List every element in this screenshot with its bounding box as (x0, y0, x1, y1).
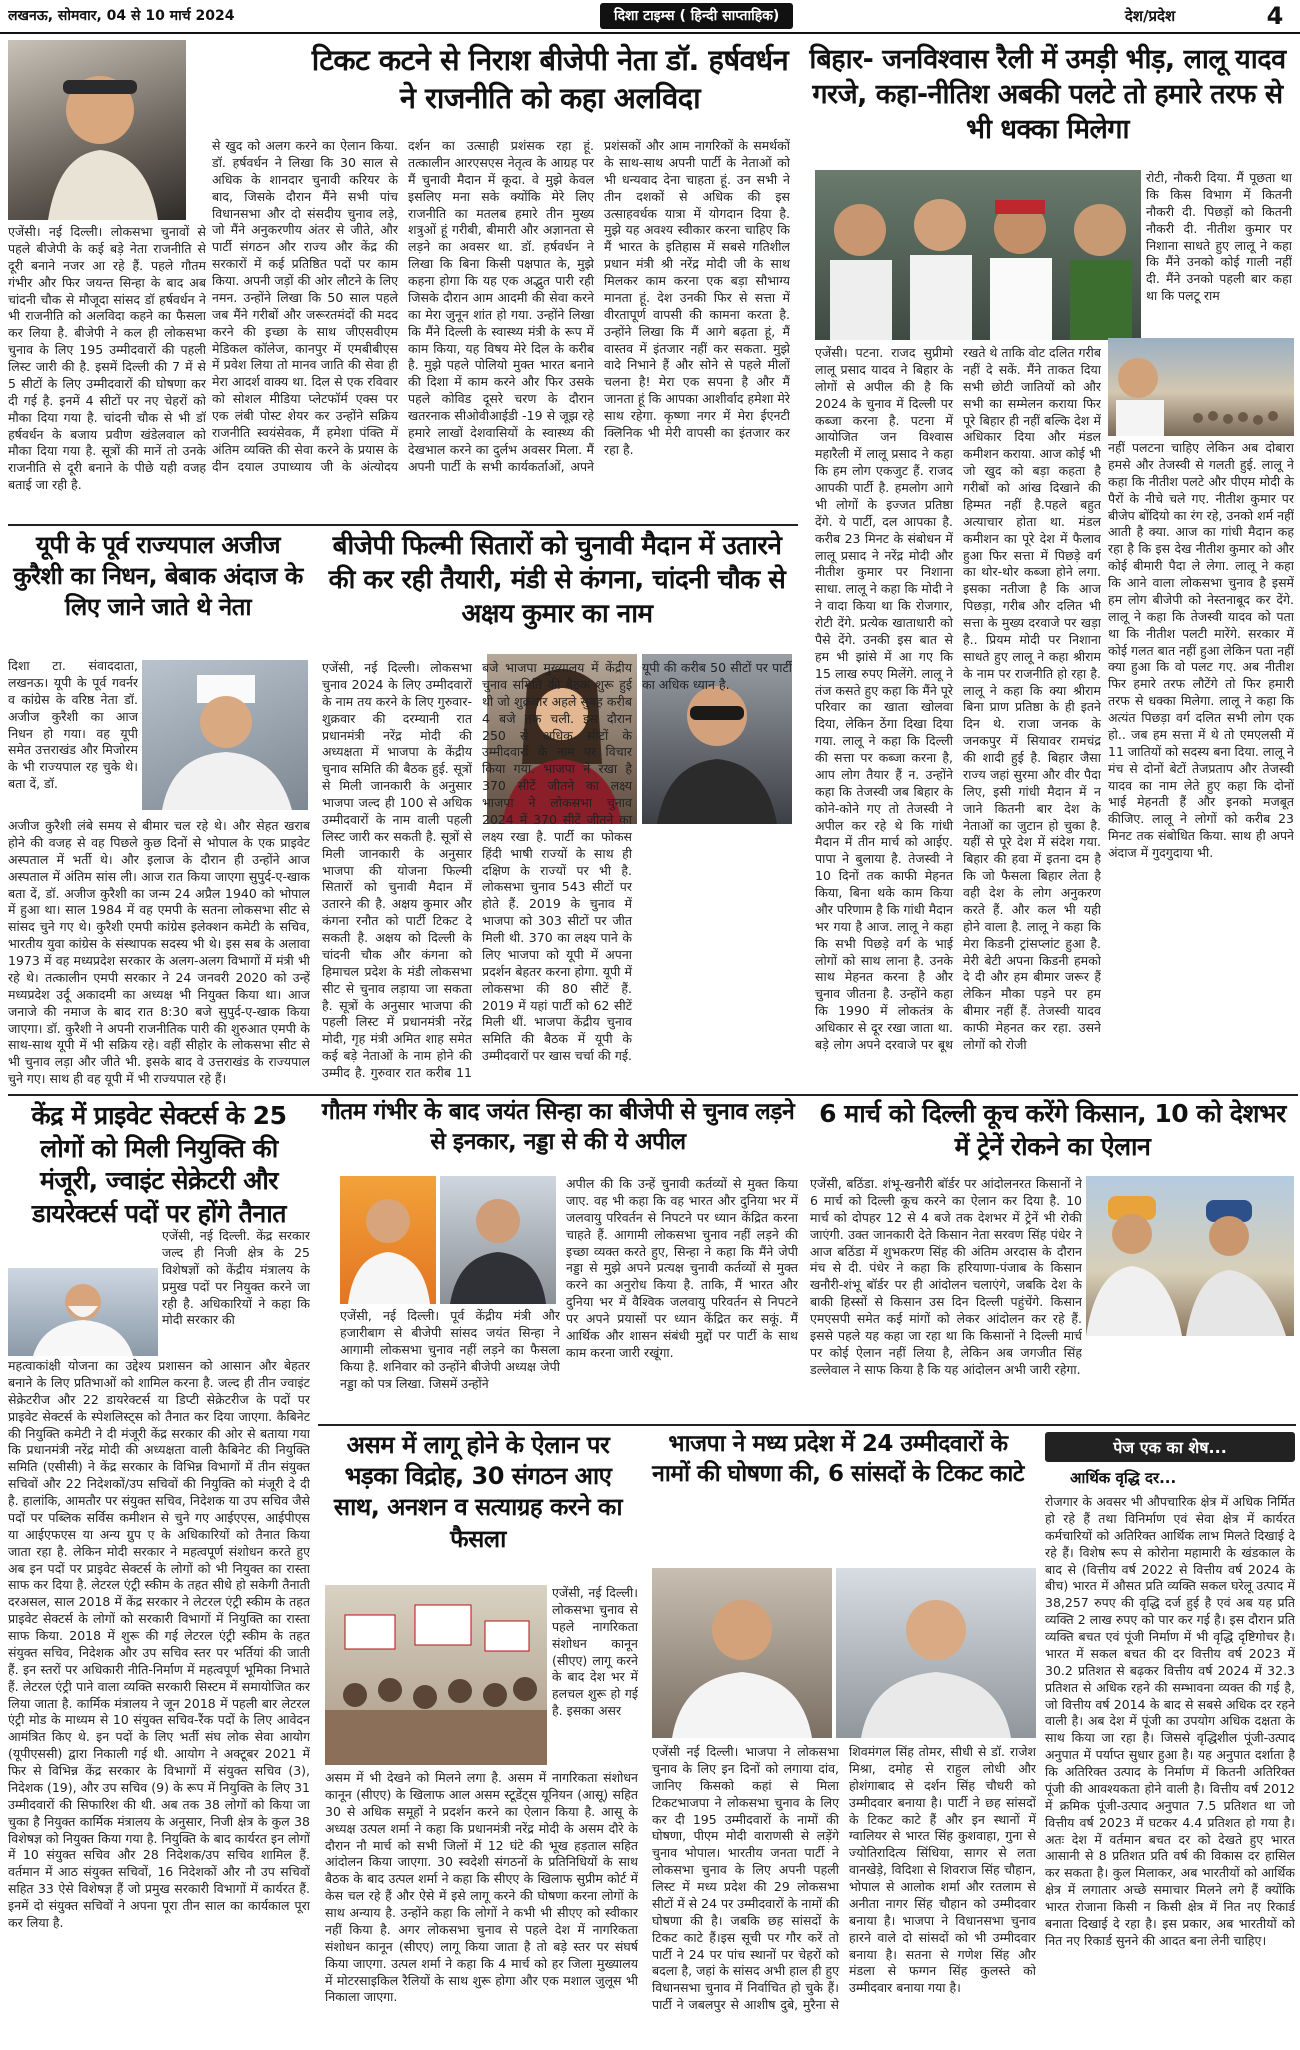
gambhir-headline: गौतम गंभीर के बाद जयंत सिन्हा का बीजेपी से चुनाव लड़ने से इनकार, नड्डा से की ये अपील (321, 1099, 795, 1155)
qureshi-lead: दिशा टा. संवाददाता, लखनऊ। यूपी के पूर्व गवर्नर व कांग्रेस के वरिष्ठ नेता डॉ. अजीज कुरैशी का आज निधन हो गया। वह यूपी समेत उत्तराखंड और मिजोरम के भी राज्यपाल रह चुके थे। बता दें, डॉ. (8, 658, 138, 792)
bihar-top-text: रोटी, नौकरी दिया. मैं पूछता था कि किस विभाग में कितनी नौकरी दी. पिछड़ों को कितनी नौकरी दी. नीतीश कुमार पर निशाना साधते हुए लालू ने कहा कि मैंने उनको कोई गाली नहीं दी. मैंने उनको पहली बार कहा था कि पलटू राम (1146, 170, 1292, 304)
centre-body: महत्वाकांक्षी योजना का उद्देश्य प्रशासन को आसान और बेहतर बनाने के लिए प्रतिभाओं को शामिल करना है. जल्द ही तीन ज्वाइंट सेक्रेटरीज और 22 डायरेक्टर्स या डिप्टी सेक्रेटरीज के पदों पर प्राइवेट सेक्टर्स के स्पेशलिस्ट्स को तैनात कर दिया जाएगा. कैबिनेट की नियुक्ति कमेटी ने दी मंजूरी केंद्र सरकार की ओर से बताया गया कि प्रधानमंत्री नरेंद्र मोदी की अध्यक्षता वाली कैबिनेट की नियुक्ति समिति (एसीसी) ने केंद्र सरकार के विभिन्न विभागों में तीन संयुक्त सचिवों और 22 निदेशकों/उप सचिवों की नियुक्ति को मंजूरी दे दी है. हालांकि, आमतौर पर संयुक्त सचिव, निदेशक या उप सचिव जैसे पदों पर पब्लिक सर्विस कमीशन से चुने गए आईएएस, आईपीएस या आईएफएस या अन्य ग्रुप ए के अधिकारियों को तैनात किया जाता रहा है. लेकिन मोदी सरकार ने महत्वपूर्ण संशोधन करते हुए अब इन पदों पर प्राइवेट सेक्टर्स के लोगों को भी नियुक्त का रास्ता साफ कर दिया है. लेटरल एंट्री स्कीम के तहत सीधे हो सकेगी तैनाती दरअसल, साल 2018 में केंद्र सरकार ने लेटरल एंट्री स्कीम के तहत प्राइवेट सेक्टर्स के लोगों को सरकारी विभागों में नियुक्ति का रास्ता साफ किया. 2018 में शुरू की गई लेटरल एंट्री स्कीम के तहत संयुक्त सचिव, निदेशक और उप सचिव स्तर पर भर्तियां की जाती हैं. इन स्तरों पर अधिकारी नीति-निर्माण में महत्वपूर्ण भूमिका निभाते हैं. लेटरल एंट्री पाने वाला व्यक्ति सरकारी सिस्टम में समायोजित कर लिया जाता है. कार्मिक मंत्रालय ने जून 2018 में पहली बार लेटरल एंट्री मोड के माध्यम से 10 संयुक्त सचिव-रैंक पदों के लिए आवेदन आमंत्रित किए थे. इन पदों के लिए भर्ती संघ लोक सेवा आयोग (यूपीएससी) द्वारा निकाली गई थी. आयोग ने अक्टूबर 2021 में फिर से विभिन्न केंद्र सरकार के विभागों में संयुक्त सचिव (3), निदेशक (19), और उप सचिव (9) के रूप में नियुक्ति के लिए 31 उम्मीदवारों की सिफारिश की थी. अब तक 38 लोगों को किया जा चुका है नियुक्त कार्मिक मंत्रालय के अनुसार, निजी क्षेत्र के कुल 38 विशेषज्ञ को नियुक्त किया गया है. नियुक्ति के बाद कार्यरत इन लोगों में 10 संयुक्त सचिव और 28 निदेशक/उप सचिव शामिल हैं. वर्तमान में आठ संयुक्त सचिवों, 16 निदेशकों और नौ उप सचिवों सहित 33 ऐसे विशेषज्ञ हैं जो प्रमुख सरकारी विभागों में कार्यरत हैं. इनमें दो संयुक्त सचिवों ने अपना पूरा तीन साल का कार्यकाल पूरा कर लिया है. (8, 1358, 310, 1930)
assam-body: असम में भी देखने को मिलने लगा है. असम में नागरिकता संशोधन कानून (सीएए) के खिलाफ आल असम स्टूडेंट्स यूनियन (आसू) सहित 30 से अधिक समूहों ने प्रदर्शन करने का ऐलान किया है. आसू के अध्यक्ष उत्पल शर्मा ने कहा कि प्रधानमंत्री नरेंद्र मोदी के असम दौरे के दौरान नौ मार्च को सभी जिलों में 12 घंटे की भूख हड़ताल सहित आंदोलन किया जाएगा. 30 स्वदेशी संगठनों के प्रतिनिधियों के साथ बैठक के बाद उत्पल शर्मा ने कहा कि सीएए के खिलाफ सुप्रीम कोर्ट में केस चल रहे हैं और ऐसे में इसे लागू करने की घोषणा करना लोगों के साथ अन्याय है. उन्होंने कहा कि लोगों ने कभी भी सीएए को स्वीकार नहीं किया है. अगर लोकसभा चुनाव से पहले देश में नागरिकता संशोधन कानून (सीएए) लागू किया जाता है तो बड़े स्तर पर संघर्ष किया जाएगा. उत्पल शर्मा ने कहा कि 4 मार्च को हर जिला मुख्यालय में मोटरसाइकिल रैलियों के साथ शुरू होगा और एक मशाल जुलूस भी निकाला जाएगा. (325, 1770, 638, 2005)
masthead (0, 0, 1300, 34)
harsh-headline: टिकट कटने से निराश बीजेपी नेता डॉ. हर्षवर्धन ने राजनीति को कहा अलविदा (311, 43, 789, 115)
qureshi-headline: यूपी के पूर्व राज्यपाल अजीज कुरैशी का निधन, बेबाक अंदाज के लिए जाने जाते थे नेता (13, 531, 303, 622)
gambhir-lead: एजेंसी, नई दिल्ली। पूर्व केंद्रीय मंत्री और हजारीबाग से बीजेपी सांसद जयंत सिन्हा ने आगामी लोकसभा चुनाव नहीं लड़ने का फैसला किया है. शनिवार को उन्होंने बीजेपी अध्यक्ष जेपी नड्डा को पत्र लिखा. जिसमें उन्होंने (340, 1308, 560, 1391)
gambhir-photo (340, 1176, 436, 1304)
bihar-leaders-photo (815, 170, 1141, 340)
page-number: 4 (1266, 2, 1284, 30)
masthead-section: देश/प्रदेश (1124, 7, 1176, 25)
continuation-subhead: आर्थिक वृद्धि दर... (1070, 1469, 1177, 1487)
divider (318, 1424, 1296, 1426)
bihar-body: एजेंसी। पटना. राजद सुप्रीमो लालू प्रसाद यादव ने बिहार के लोगों से अपील की है कि 2024 के चुनाव में दिल्ली पर कब्जा करना है. पटना में आयोजित जन विश्वास महारैली में लालू प्रसाद ने कहा कि हम लोग एकजुट हैं. राजद आपकी पार्टी है. हमलोग आगे भी लोगों के इज्जत प्रतिष्ठा देंगे. ये पार्टी, दल आपका है. करीब 23 मिनट के संबोधन में लालू प्रसाद ने नरेंद्र मोदी और नीतीश कुमार पर निशाना साधा. लालू ने कहा कि मोदी ने ने वादा किया था कि रोजगार, रोटी देंगे. प्रत्येक खाताधारी को पैसे देंगे. उनकी इस बात से हम भी झांसे में आ गए कि 15 लाख रुपए मिलेंगे. लालू ने तंज कसते हुए कहा कि मैंने पूरे परिवार का खाता खोलवा दिया, लेकिन ठेंगा दिखा दिया गया. लालू ने कहा कि दिल्ली की सत्ता पर कब्जा करना है, आप लोग तैयार हैं न. उन्होंने कहा कि तेजस्वी जब बिहार के कोने-कोने गए तो तेजस्वी ने अपील कर रहे थे कि गांधी मैदान में तीन मार्च को आईए. पापा ने बुलाया है. तेजस्वी ने 10 दिनों तक काफी मेहनत किया, बिना थके काम किया और परिणाम है कि गांधी मैदान भर गया है आज. लालू ने कहा कि सभी पिछड़े वर्ग के भाई लोगों को साथ लाना है. उनके साथ मेहनत करना है और चुनाव जीतना है. उन्होंने कहा कि 1990 में लोकतंत्र के अधिकार से दूर रखा जाता था. बड़े लोग अपने दरवाजे पर बूथ रखते थे ताकि वोट दलित गरीब नहीं दे सकें. मैंने ताकत दिया सभी छोटी जातियों को और सभी का सम्मेलन कराया फिर पूरे बिहार ही नहीं बल्कि देश में अधिकार दिया और मंडल कमीशन कराया. आज कोई भी जो खुद को बड़ा कहता है गरीबों को आंख दिखाने की हिम्मत नहीं है.पहले बहुत अत्याचार होता था. मंडल कमीशन का पूरे देश में फैलाव हुआ फिर सत्ता में पिछड़े वर्ग का थोर-थोर कब्जा होने लगा. इसका नतीजा है कि आज पिछड़ा, गरीब और दलित भी सत्ता के मुख्य दरवाजे पर खड़ा है.. प्रियम मोदी पर निशाना साधते हुए लालू ने कहा श्रीराम के नाम पर राजनीति हो रहा है. लालू ने कहा कि क्या श्रीराम बिना प्राण प्रतिष्ठा के ही इतने दिन थे. राजा जनक के जनकपुर में सियावर रामचंद्र की शादी हुई है. बिहार जैसा राज्य जहां सुरमा और वीर पैदा लिए, इसी गांधी मैदान में न जाने कितनी बार देश के नेताओं का जुटान हो चुका है. यहीं से पूरे देश में संदेश गया. बिहार की हवा में इतना दम है कि जो फैसला बिहार लेता है वही देश के लोग अनुकरण करते हैं. और कल भी यही होने वाला है. लालू ने कहा कि मेरा किडनी ट्रांसप्लांट हुआ है. मेरी बेटी अपना किडनी हमको दे दी और हम बीमार जरूर हैं लेकिन मौका पड़ने पर हम बीमार नहीं हैं. तेजस्वी यादव काफी मेहनत कर रहा. उसने लोगों को रोजी (815, 345, 1101, 1052)
harsh-lead: एजेंसी। नई दिल्ली। लोकसभा चुनावों से पहले बीजेपी के कई बड़े नेता राजनीति से दूरी बनाने नजर आ रहे हैं. पहले गौतम गंभीर और फिर जयन्त सिन्हा के बाद अब चांदनी चौक से मौजूदा सांसद डॉ हर्षवर्धन ने भी राजनीति को अलविदा कहने का फैसला कर लिया है. बीजेपी ने कल ही लोकसभा चुनाव के लिए 195 उम्मीदवारों की पहली लिस्ट जारी की है. इसमें दिल्ली की 7 में से 5 सीटों के लिए उम्मीदवारों की घोषणा कर दी गई है. इनमें 4 सीटों पर नए चेहरों को मौका दिया गया है. चांदनी चौक से भी डॉ हर्षवर्धन के बजाय प्रवीण खंडेलवाल को मौका दिया गया है. सूत्रों की मानें तो उनके राजनीति से दूरी बनाने के पीछे यही वजह बताई जा रही है. (8, 224, 206, 493)
bihar-headline: बिहार- जनविश्वास रैली में उमड़ी भीड़, लालू यादव गरजे, कहा-नीतिश अबकी पलटे तो हमारे तरफ से भी धक्का मिलेगा (809, 44, 1286, 146)
stars-body: एजेंसी, नई दिल्ली। लोकसभा चुनाव 2024 के लिए उम्मीदवारों के नाम तय करने के लिए गुरुवार-शुक्रवार की दरम्यानी रात प्रधानमंत्री नरेंद्र मोदी की अध्यक्षता में भाजपा के केंद्रीय चुनाव समिति की बैठक हुई. सूत्रों से मिली जानकारी के अनुसार भाजपा जल्द ही 100 से अधिक उम्मीदवारों के नाम वाली पहली लिस्ट जारी कर सकती है. सूत्रों से मिली जानकारी के अनुसार भाजपा की योजना फिल्मी सितारों को चुनावी मैदान में उतारने की है. अक्षय कुमार और कंगना रनौत को पार्टी टिकट दे सकती है. अक्षय को दिल्ली के चांदनी चौक और कंगना को हिमाचल प्रदेश के मंडी लोकसभा सीट से चुनाव लड़ाया जा सकता है. सूत्रों के अनुसार भाजपा की पहली लिस्ट में प्रधानमंत्री नरेंद्र मोदी, गृह मंत्री अमित शाह समेत कई बड़े नेताओं के नाम होने की उम्मीद है. गुरुवार रात करीब 11 बजे भाजपा मुख्यालय में केंद्रीय चुनाव समिति की बैठक शुरू हुई थी जो शुक्रवार अहले सुबह करीब 4 बजे तक चली. इस दौरान 250 से अधिक सीटों के उम्मीदवारों के नाम पर विचार किया गया. भाजपा ने रखा है 370 सीटें जीतने का लक्ष्य भाजपा ने लोकसभा चुनाव 2024 में 370 सीटें जीतने का लक्ष्य रखा है. पार्टी का फोकस हिंदी भाषी राज्यों के साथ ही दक्षिण के राज्यों पर भी है. लोकसभा चुनाव 543 सीटों पर होते हैं. 2019 के चुनाव में भाजपा को 303 सीटों पर जीत मिली थी. 370 का लक्ष्य पाने के लिए भाजपा को यूपी में अपना प्रदर्शन बेहतर करना होगा. यूपी में लोकसभा की 80 सीटें हैं. 2019 में यहां पार्टी को 62 सीटें मिली थीं. भाजपा केंद्रीय चुनाव समिति की बैठक में यूपी के उम्मीदवारों पर खास चर्चा की गई. यूपी की करीब 50 सीटों पर पार्टी का अधिक ध्यान है. (322, 660, 792, 1080)
farmers-photo (1086, 1176, 1294, 1336)
harsh-vardhan-photo (8, 40, 186, 220)
bihar-rally-photo (1108, 338, 1294, 436)
masthead-date: लखनऊ, सोमवार, 04 से 10 मार्च 2024 (8, 8, 235, 24)
centre-headline: केंद्र में प्राइवेट सेक्टर्स के 25 लोगों को मिली नियुक्ति की मंजूरी, ज्वाइंट सेक्रेटरी और डायरेक्टर्स पदों पर होंगे तैनात (31, 1101, 287, 1228)
assam-side-text: एजेंसी, नई दिल्ली। लोकसभा चुनाव से पहले नागरिकता संशोधन कानून (सीएए) लागू करने के बाद देश भर में हलचल शुरू हो गई है. इसका असर (552, 1585, 638, 1719)
continuation-bar: पेज एक का शेष... (1045, 1432, 1295, 1462)
stars-headline: बीजेपी फिल्मी सितारों को चुनावी मैदान में उतारने की कर रही तैयारी, मंडी से कंगना, चांदनी चौक से अक्षय कुमार का नाम (328, 531, 786, 629)
assam-protest-photo (325, 1585, 547, 1765)
farmers-headline: 6 मार्च को दिल्ली कूच करेंगे किसान, 10 को देशभर में ट्रेनें रोकने का ऐलान (819, 1099, 1286, 1161)
bihar-right-text: नहीं पलटना चाहिए लेकिन अब दोबारा हमसे और तेजस्वी से गलती हुई. लालू ने कहा कि नीतीश पलटे और पीएम मोदी के पैरों के नीचे चले गए. नीतीश कुमार पर बीजेप बोंदियो का रंग रहे, उनको शर्म नहीं आती है क्या. आज का गांधी मैदान कह रहा है कि इस देख नीतीश कुमार को और कोई बीमारी पैदा ले लेगा. लालू ने कहा कि आने वाला लोकसभा चुनाव है इसमें हम लोग बीजेपी को नेस्तनाबूद कर देंगे. लालू ने कहा कि तेजस्वी यादव को पता था कि नीतीश पलटी मारेंगे. सरकार में कोई गलत बात नहीं हुआ लेकिन पता नहीं क्या हुआ कि वो पलट गए. अब नीतीश फिर हमारे तरफ लौटेंगे तो फिर हमारी तरफ से धक्का मिलेगा. लालू ने कहा कि अत्यंत पिछड़ा वर्ग दलित सभी लोग एक हो.. जब हम सत्ता में थे तो एमएलसी में 11 जातियों को सदस्य बना दिया. लालू ने मंच से दोनों बेटों तेजप्रताप और तेजस्वी यादव का नाम लेते हुए कहा कि दोनों भाई मेहनती हैं और इनको मजबूत कीजिए. लालू ने लोगों को करीब 23 मिनट तक संबोधित किया. साथ ही अपने अंदाज में गुदगुदाया भी. (1108, 440, 1294, 860)
mp-headline: भाजपा ने मध्य प्रदेश में 24 उम्मीदवारों के नामों की घोषणा की, 6 सांसदों के टिकट काटे (652, 1431, 1024, 1487)
mp-body: एजेंसी नई दिल्ली। भाजपा ने लोकसभा चुनाव के लिए इन दिनों को लगाया दांव, जानिए किसको कहां से मिला टिकटभाजपा ने लोकसभा चुनाव के लिए कर दी 195 उम्मीदवारों के नामों की घोषणा, पीएम मोदी वाराणसी से लड़ेंगे चुनाव भोपाल। भारतीय जनता पार्टी ने लोकसभा चुनाव के लिए अपनी पहली लिस्ट में मध्य प्रदेश की 29 लोकसभा सीटों में से 24 पर उम्मीदवारों के नामों की घोषणा की है। जबकि छह सांसदों के टिकट काटे हैं।इस सूची पर गौर करें तो पार्टी ने 24 पर पांच स्थानों पर चेहरों को बदला है, जहां के सांसद अभी हाल ही हुए विधानसभा चुनाव में निर्वाचित हो चुके हैं। पार्टी ने जबलपुर से आशीष दुबे, मुरैना से शिवमंगल सिंह तोमर, सीधी से डॉ. राजेश मिश्रा, दमोह से राहुल लोधी और होशंगाबाद से दर्शन सिंह चौधरी को उम्मीदवार बनाया है। पार्टी ने छह सांसदों के टिकट काटे हैं और इन स्थानों में ग्वालियर से भारत सिंह कुशवाहा, गुना से ज्योतिरादित्य सिंधिया, सागर से लता वानखेड़े, विदिशा से शिवराज सिंह चौहान, भोपाल से आलोक शर्मा और रतलाम से अनीता नागर सिंह चौहान को उम्मीदवार बनाया है। भाजपा ने विधानसभा चुनाव हारने वाले दो सांसदों को भी उम्मीदवार बनाया है। सतना से गणेश सिंह और मंडला से फग्गन सिंह कुलस्ते को उम्मीदवार बनाया गया है। (652, 1744, 1036, 2013)
divider (8, 1094, 1298, 1096)
modi-photo (8, 1268, 158, 1356)
gambhir-body: अपील की कि उन्हें चुनावी कर्तव्यों से मुक्त किया जाए. वह भी कहा कि वह भारत और दुनिया भर में जलवायु परिवर्तन से निपटने पर ध्यान केंद्रित करना चाहते हैं. आगामी लोकसभा चुनाव नहीं लड़ने की इच्छा व्यक्त करते हुए, सिन्हा ने कहा कि मैंने जेपी नड्डा से मुझे अपने प्रत्यक्ष चुनावी कर्तव्यों से मुक्त करने का अनुरोध किया है. ताकि, मैं भारत और दुनिया भर में वैश्विक जलवायु परिवर्तन से निपटने पर अपने प्रयासों पर ध्यान केंद्रित कर सकूं. मैं आर्थिक और शासन संबंधी मुद्दों पर पार्टी के साथ काम करना जारी रखूंगा. (566, 1176, 798, 1360)
continuation-body: रोजगार के अवसर भी औपचारिक क्षेत्र में अधिक निर्मित हो रहे हैं तथा विनिर्माण एवं सेवा क्षेत्र में कार्यरत कर्मचारियों को अतिरिक्त आर्थिक लाभ मिलते दिखाई दे रहे हैं। विशेष रूप से कोरोना महामारी के खंडकाल के बाद से (वित्तीय वर्ष 2022 से वित्तीय वर्ष 2024 के बीच) भारत में औसत प्रति व्यक्ति सकल घरेलू उत्पाद में 38,257 रुपए की वृद्धि दर्ज हुई है एवं अब यह प्रति व्यक्ति 2 लाख रुपए को पार कर गई है। इस दौरान प्रति व्यक्ति बचत एवं पूंजी निर्माण में भी वृद्धि दृष्टिगोचर है। भारत में सकल बचत की दर वित्तीय वर्ष 2023 में 30.2 प्रतिशत से बढ़कर वित्तीय वर्ष 2024 में 32.3 प्रतिशत से अधिक रहने की सम्भावना व्यक्त की गई है, जो वित्तीय वर्ष 2014 के बाद से सबसे अधिक दर रहने वाली है। अब देश में पूंजी का उपयोग अधिक दक्षता के साथ किया जा रहा है। जिससे वृद्धिशील पूंजी-उत्पाद अनुपात में पर्याप्त सुधार हुआ है। यह अनुपात दर्शाता है कि अतिरिक्त उत्पाद के निर्माण में कितनी अतिरिक्त पूंजी की आवश्यकता होने वाली है। वित्तीय वर्ष 2012 में क्रमिक पूंजी-उत्पाद अनुपात 7.5 प्रतिशत था जो वित्तीय वर्ष 2023 में घटकर 4.4 प्रतिशत हो गया है। अतः देश में वर्तमान बचत दर को देखते हुए भारत आसानी से 8 प्रतिशत प्रति वर्ष की विकास दर हासिल कर सकता है। कुल मिलाकर, अब भारतीयों को आर्थिक क्षेत्र में लगातार अच्छे समाचार मिलने लगे हैं क्योंकि भारत रोजाना किसी न किसी क्षेत्र में नित नए रिकार्ड बनाता दिखाई दे रहा है। इस प्रकार, अब भारतीयों को नित नए रिकार्ड सुनने की आदत बना लेनी चाहिए। (1045, 1494, 1295, 1948)
qureshi-body: अजीज कुरैशी लंबे समय से बीमार चल रहे थे। और सेहत खराब होने की वजह से वह पिछले कुछ दिनों से भोपाल के एक प्राइवेट अस्पताल में भर्ती थे। और इलाज के दौरान ही उन्होंने आज अस्पताल में अंतिम सांस ली। आज रात किया जाएगा सुपुर्द-ए-खाक बता दें, डॉ. अजीज कुरैशी का जन्म 24 अप्रैल 1940 को भोपाल में हुआ था। साल 1984 में वह एमपी के सतना लोकसभा सीट से सांसद चुने गए थे। कुरैशी एमपी कांग्रेस इलेक्शन कमेटी के सचिव, भारतीय युवा कांग्रेस के संस्थापक सदस्य भी थे। इस सब के अलावा 1973 में वह मध्यप्रदेश सरकार के अलग-अलग विभागों में मंत्री भी रहे थे। तत्कालीन एमपी सरकार ने 24 जनवरी 2020 को उन्हें मध्यप्रदेश उर्दू अकादमी का अध्यक्ष भी नियुक्त किया था। आज जनाजे की नमाज के बाद रात 8:30 बजे सुपुर्द-ए-खाक किया जाएगा। डॉ. कुरैशी ने अपनी राजनीतिक पारी की शुरुआत एमपी के साथ-साथ यूपी में भी सक्रिय रहे। वहीं सीहोर के लोकसभा सीट से भी चुनाव लड़ा और जीते भी. इसके बाद वे उत्तराखंड के राज्यपाल चुने गए। साथ ही वह यूपी में भी राज्यपाल रहे हैं। (8, 818, 310, 1087)
divider (8, 524, 798, 526)
harsh-body: से खुद को अलग करने का ऐलान किया. डॉ. हर्षवर्धन ने लिखा कि 30 साल से अधिक के शानदार चुनावी करियर के बाद, जिसके दौरान मैंने सभी पांच विधानसभा और दो संसदीय चुनाव लड़े, जो मैंने अनुकरणीय अंतर से जीते, और पार्टी संगठन और राज्य और केंद्र की सरकारों में कई प्रतिष्ठित पदों पर काम किया. अपनी जड़ों की ओर लौटने के लिए नमन. उन्होंने लिखा कि 50 साल पहले जब मैंने गरीबों और जरूरतमंदों की मदद करने की इच्छा के साथ जीएसवीएम मेडिकल कॉलेज, कानपुर में एमबीबीएस में प्रवेश लिया तो मानव जाति की सेवा ही मेरा आदर्श वाक्य था. दिल से एक रविवार को सोशल मीडिया प्लेटफॉर्म एक्स पर एक लंबी पोस्ट शेयर कर उन्होंने सक्रिय राजनीति स्वयंसेवक, मैं हमेशा पंक्ति में अंतिम व्यक्ति की सेवा करने के प्रयास के दीन दयाल उपाध्याय जी के अंत्योदय दर्शन का उत्साही प्रशंसक रहा हूं. तत्कालीन आरएसएस नेतृत्व के आग्रह पर मैं चुनावी मैदान में कूदा. वे मुझे केवल इसलिए मना सके क्योंकि मेरे लिए राजनीति का मतलब हमारे तीन मुख्य शत्रुओं हूं गरीबी, बीमारी और अज्ञानता से लड़ने का अवसर था. डॉ. हर्षवर्धन ने लिखा कि बिना किसी पक्षपात के, मुझे कहना होगा कि यह एक अद्भुत पारी रही जिसके दौरान आम आदमी की सेवा करने का मेरा जुनून शांत हो गया. उन्होंने लिखा कि मैंने दिल्ली के स्वास्थ्य मंत्री के रूप में काम किया, यह विषय मेरे दिल के करीब है. मुझे पहले पोलियो मुक्त भारत बनाने की दिशा में काम करने और फिर उसके पहले कोविड दूसरे चरण के दौरान खतरनाक सीओवीआईडी -19 से जूझ रहे हमारे लाखों देशवासियों के स्वास्थ्य की देखभाल करने का दुर्लभ अवसर मिला. मैं अपनी पार्टी के सभी कार्यकर्ताओं, अपने प्रशंसकों और आम नागरिकों के समर्थकों के साथ-साथ अपनी पार्टी के नेताओं को भी धन्यवाद देना चाहता हूं. उन सभी ने तीन दशकों से अधिक की इस उत्साहवर्धक यात्रा में योगदान दिया है. मुझे यह अवश्य स्वीकार करना चाहिए कि मैं भारत के इतिहास में सबसे गतिशील प्रधान मंत्री श्री नरेंद्र मोदी जी के साथ मिलकर काम करना एक बड़ा सौभाग्य मानता हूं. देश उनकी फिर से सत्ता में वीरतापूर्ण वापसी की कामना करता है. उन्होंने लिखा कि मैं आगे बढ़ता हूं, मैं वास्तव में इंतजार नहीं कर सकता. मुझे वादे निभाने हैं और सोने से पहले मीलों चलना है! मेरा एक सपना है और मैं जानता हूं कि आपका आशीर्वाद हमेशा मेरे साथ रहेगा. कृष्णा नगर में मेरा ईएनटी क्लिनिक भी मेरी वापसी का इंतजार कर रहा है. (212, 138, 790, 474)
masthead-paper-name: दिशा टाइम्स ( हिन्दी साप्ताहिक) (600, 3, 793, 29)
farmers-body: एजेंसी, बठिंडा. शंभू-खनौरी बॉर्डर पर आंदोलनरत किसानों ने 6 मार्च को दिल्ली कूच करने का ऐलान कर दिया है. 10 मार्च को दोपहर 12 से 4 बजे तक देशभर में ट्रेनें भी रोकी जाएंगी. उक्त जानकारी देते किसान नेता सरवण सिंह पंधेर ने आज बठिंडा में शुभकरण सिंह की अंतिम अरदास के दौरान मंच से दी. पंधेर ने कहा कि हरियाणा-पंजाब के किसान खनौरी-शंभू बॉर्डर पर ही आंदोलन चलाएंगे, जबकि देश के बाकी हिस्सों से किसान उस दिन दिल्ली पहुंचेंगे. किसान एमएसपी समेत कई मांगों को लेकर आंदोलन कर रहे हैं. इससे पहले यह कहा जा रहा था कि किसानों ने दिल्ली मार्च पर कोई ऐलान नहीं लिया है, लेकिन अब जगजीत सिंह डल्लेवाल ने साफ किया है कि यह आंदोलन अभी जारी रहेगा. (810, 1176, 1082, 1377)
jayant-sinha-photo (440, 1176, 556, 1304)
shivraj-photo (652, 1568, 832, 1738)
scindia-photo (836, 1568, 1036, 1738)
centre-lead: एजेंसी, नई दिल्ली. केंद्र सरकार जल्द ही निजी क्षेत्र के 25 विशेषज्ञों को केंद्रीय मंत्रालय के प्रमुख पदों पर नियुक्त करने जा रही है. अधिकारियों ने कहा कि मोदी सरकार की (162, 1228, 310, 1328)
assam-headline: असम में लागू होने के ऐलान पर भड़का विद्रोह, 30 संगठन आए साथ, अनशन व सत्याग्रह करने का फैसला (333, 1431, 623, 1553)
qureshi-photo (142, 660, 308, 810)
